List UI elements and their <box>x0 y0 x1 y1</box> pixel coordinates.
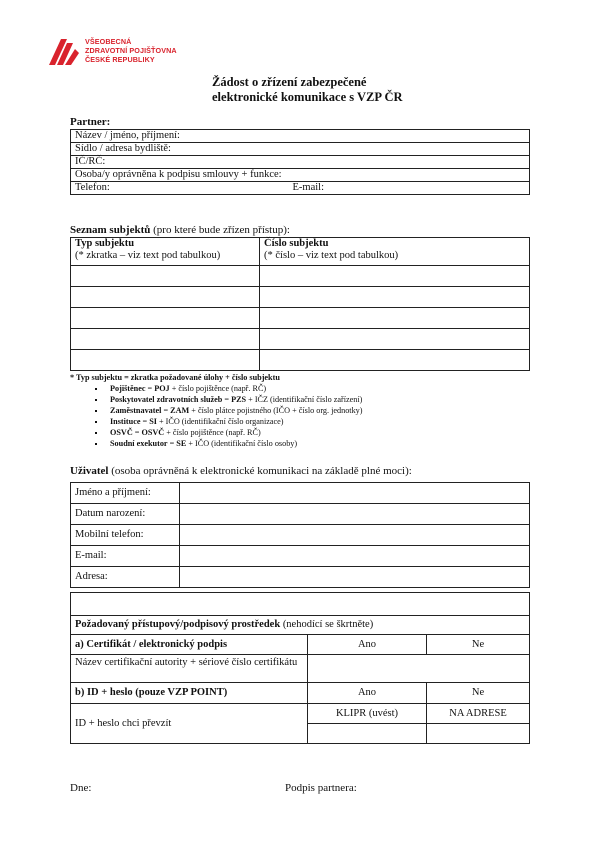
subject-number-cell[interactable] <box>260 266 530 287</box>
certificate-yes[interactable]: Ano <box>308 635 427 655</box>
subjects-table <box>70 237 530 371</box>
id-password-no[interactable]: Ne <box>427 683 530 704</box>
user-name-input[interactable] <box>180 483 530 504</box>
subject-type-title: Typ subjektu <box>75 238 135 249</box>
logo-line-2: ZDRAVOTNÍ POJIŠŤOVNA <box>85 46 177 55</box>
certificate-no[interactable]: Ne <box>427 635 530 655</box>
user-birthdate-label: Datum narození: <box>71 504 180 525</box>
user-name-label: Jméno a příjmení: <box>71 483 180 504</box>
address-label: NA ADRESE <box>427 704 530 724</box>
subject-type-cell[interactable] <box>71 329 260 350</box>
subject-type-notes <box>70 372 363 449</box>
email-label: E-mail: <box>292 182 324 193</box>
klipr-input[interactable] <box>308 724 427 744</box>
id-password-label: b) ID + heslo (pouze VZP POINT) <box>71 683 308 704</box>
partner-ic-field[interactable]: IČ/RČ: <box>71 156 530 169</box>
user-address-input[interactable] <box>180 567 530 588</box>
certificate-authority-input[interactable] <box>308 655 530 683</box>
note-item: ▪ Soudní exekutor = SE + IČO (identifikační číslo osoby) <box>106 438 363 449</box>
partner-heading: Partner: <box>70 116 111 128</box>
subject-type-header <box>71 238 260 266</box>
access-heading: Požadovaný přístupový/podpisový prostředek (nehodící se škrtněte) <box>71 616 530 635</box>
title-line-1: Žádost o zřízení zabezpečené <box>212 75 367 89</box>
logo-text <box>85 37 177 64</box>
logo-line-3: ČESKÉ REPUBLIKY <box>85 55 155 64</box>
user-address-label: Adresa: <box>71 567 180 588</box>
partner-signatory-field[interactable]: Osoba/y oprávněna k podpisu smlouvy + funkce: <box>71 169 530 182</box>
signature-label: Podpis partnera: <box>285 782 357 794</box>
user-email-label: E-mail: <box>71 546 180 567</box>
subject-number-title: Číslo subjektu <box>264 238 329 249</box>
user-email-input[interactable] <box>180 546 530 567</box>
date-label: Dne: <box>70 782 92 794</box>
subject-type-cell[interactable] <box>71 308 260 329</box>
user-heading: Uživatel (osoba oprávněná k elektronické komunikaci na základě plné moci): <box>70 465 412 477</box>
vzp-logo-icon <box>47 37 81 67</box>
subject-number-cell[interactable] <box>260 350 530 371</box>
subject-type-cell[interactable] <box>71 287 260 308</box>
subject-number-cell[interactable] <box>260 308 530 329</box>
phone-label: Telefon: <box>75 182 110 193</box>
partner-address-field[interactable]: Sídlo / adresa bydliště: <box>71 143 530 156</box>
notes-heading: * Typ subjektu = zkratka požadované úlohy + číslo subjektu <box>70 373 280 382</box>
user-table <box>70 482 530 588</box>
user-birthdate-input[interactable] <box>180 504 530 525</box>
subject-type-cell[interactable] <box>71 266 260 287</box>
id-password-yes[interactable]: Ano <box>308 683 427 704</box>
note-item: ▪ Poskytovatel zdravotních služeb = PZS + IČZ (identifikační číslo zařízení) <box>106 394 363 405</box>
subjects-heading: Seznam subjektů (pro které bude zřízen přístup): <box>70 224 290 236</box>
subject-number-cell[interactable] <box>260 329 530 350</box>
subject-number-cell[interactable] <box>260 287 530 308</box>
subject-type-note: (* zkratka – viz text pod tabulkou) <box>75 250 221 261</box>
note-item: ▪ Zaměstnavatel = ZAM + číslo plátce pojistného (IČO + číslo org. jednotky) <box>106 405 363 416</box>
subject-number-header <box>260 238 530 266</box>
note-item: ▪ Instituce = SI + IČO (identifikační číslo organizace) <box>106 416 363 427</box>
notes-list <box>70 383 363 449</box>
klipr-label: KLIPR (uvést) <box>308 704 427 724</box>
user-phone-input[interactable] <box>180 525 530 546</box>
partner-name-field[interactable]: Název / jméno, příjmení: <box>71 130 530 143</box>
access-spacer <box>71 593 530 616</box>
partner-contact-field[interactable] <box>71 182 530 195</box>
logo-line-1: VŠEOBECNÁ <box>85 37 132 46</box>
certificate-label: a) Certifikát / elektronický podpis <box>71 635 308 655</box>
user-phone-label: Mobilní telefon: <box>71 525 180 546</box>
certificate-authority-label: Název certifikační autority + sériové číslo certifikátu <box>71 655 308 683</box>
partner-table <box>70 129 530 195</box>
subject-type-cell[interactable] <box>71 350 260 371</box>
page-title <box>212 75 403 105</box>
title-line-2: elektronické komunikace s VZP ČR <box>212 90 403 104</box>
transfer-label: ID + heslo chci převzít <box>71 704 308 744</box>
address-input[interactable] <box>427 724 530 744</box>
subject-number-note: (* číslo – viz text pod tabulkou) <box>264 250 399 261</box>
vzp-logo <box>47 37 197 77</box>
access-table <box>70 592 530 744</box>
note-item: ▪ Pojištěnec = POJ + číslo pojištěnce (např. RČ) <box>106 383 363 394</box>
note-item: ▪ OSVČ = OSVČ + číslo pojištěnce (např. RČ) <box>106 427 363 438</box>
